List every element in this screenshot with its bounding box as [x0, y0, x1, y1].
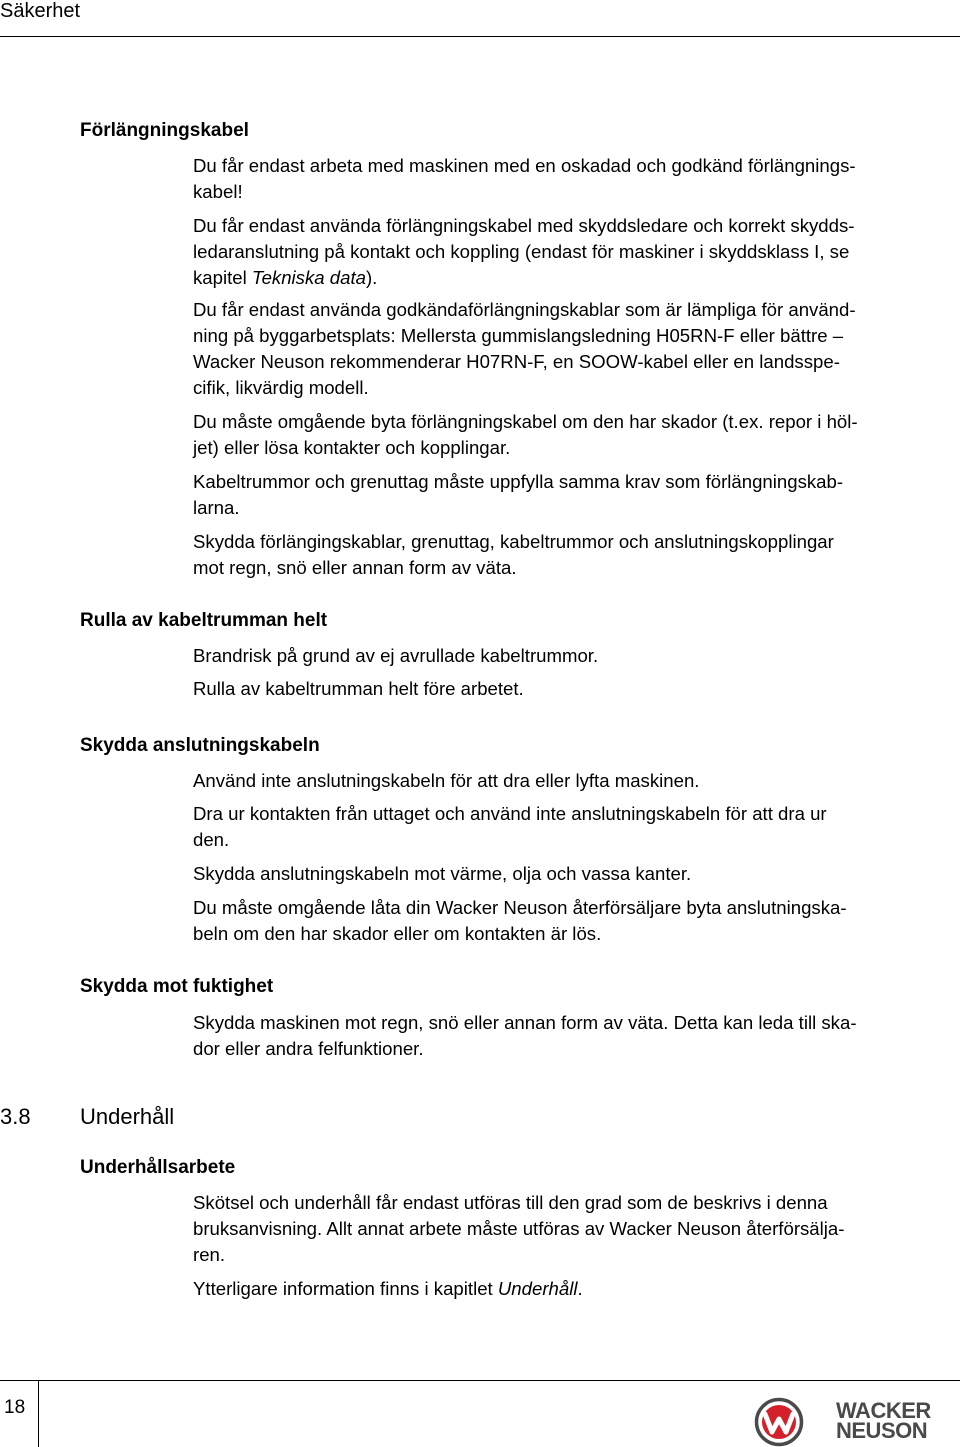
text-line: bruksanvisning. Allt annat arbete måste utföras av Wacker Neuson återförsälja-: [193, 1218, 845, 1239]
section-heading-cable-drum: Rulla av kabeltrumman helt: [80, 610, 328, 631]
text-fragment: kapitel: [193, 267, 252, 288]
paragraph-extension-cable-3: [193, 297, 957, 401]
text-line: Dra ur kontakten från uttaget och använd inte anslutningskabeln för att dra ur: [193, 803, 827, 824]
text-line: ren.: [193, 1244, 226, 1265]
text-line: cifik, likvärdig modell.: [193, 377, 369, 398]
text-fragment: .: [577, 1278, 583, 1299]
section-heading-maintenance-work: Underhållsarbete: [80, 1157, 236, 1178]
text-line: [193, 265, 957, 291]
paragraph-connection-cable-2: [193, 801, 957, 853]
paragraph-cable-drum-2: [193, 676, 957, 702]
header-divider: [0, 36, 960, 37]
paragraph-connection-cable-4: [193, 895, 957, 947]
text-line: mot regn, snö eller annan form av väta.: [193, 557, 517, 578]
section-heading-extension-cable: Förlängningskabel: [80, 120, 249, 141]
paragraph-connection-cable-1: [193, 768, 957, 794]
logo-text-line-2: NEUSON: [836, 1418, 928, 1443]
paragraph-connection-cable-3: [193, 861, 957, 887]
text-line: Brandrisk på grund av ej avrullade kabeltrummor.: [193, 645, 599, 666]
paragraph-moisture-1: [193, 1010, 957, 1062]
text-line: Skydda maskinen mot regn, snö eller annan form av väta. Detta kan leda till ska-: [193, 1012, 857, 1033]
section-heading-moisture: Skydda mot fuktighet: [80, 976, 274, 997]
chapter-title: Underhåll: [80, 1104, 175, 1129]
page-header-title: Säkerhet: [0, 0, 81, 22]
text-line: Wacker Neuson rekommenderar H07RN-F, en SOOW-kabel eller en landsspe-: [193, 351, 840, 372]
text-line: dor eller andra felfunktioner.: [193, 1038, 424, 1059]
text-line: ning på byggarbetsplats: Mellersta gummislangsledning H05RN-F eller bättre –: [193, 325, 844, 346]
text-line: Du får endast använda förlängningskabel med skyddsledare och korrekt skydds-: [193, 215, 855, 236]
paragraph-extension-cable-2: [193, 213, 957, 291]
text-line: jet) eller lösa kontakter och kopplingar.: [193, 437, 511, 458]
text-line: Skötsel och underhåll får endast utföras till den grad som de beskrivs i denna: [193, 1192, 828, 1213]
paragraph-extension-cable-1: [193, 153, 957, 205]
wacker-neuson-logo-text: [836, 1398, 960, 1447]
footer-divider: [0, 1380, 960, 1381]
footer-page-number-divider: [38, 1380, 39, 1447]
wacker-neuson-w-logo-icon: [754, 1397, 804, 1447]
paragraph-maintenance-2: [193, 1276, 957, 1302]
chapter-reference-maintenance: Underhåll: [497, 1278, 578, 1299]
paragraph-extension-cable-5: [193, 469, 957, 521]
page-number: 18: [4, 1397, 26, 1418]
text-line: Skydda förlängingskablar, grenuttag, kabeltrummor och anslutningskopplingar: [193, 531, 834, 552]
text-fragment: ).: [365, 267, 378, 288]
text-line: Skydda anslutningskabeln mot värme, olja och vassa kanter.: [193, 863, 692, 884]
text-line: Använd inte anslutningskabeln för att dra eller lyfta maskinen.: [193, 770, 700, 791]
chapter-number: 3.8: [0, 1104, 31, 1129]
text-line: Rulla av kabeltrumman helt före arbetet.: [193, 678, 524, 699]
paragraph-maintenance-1: [193, 1190, 957, 1268]
text-line: [193, 1276, 957, 1302]
text-line: Du måste omgående låta din Wacker Neuson återförsäljare byta anslutningska-: [193, 897, 847, 918]
text-line: Kabeltrummor och grenuttag måste uppfylla samma krav som förlängningskab-: [193, 471, 844, 492]
paragraph-cable-drum-1: [193, 643, 957, 669]
text-line: larna.: [193, 497, 240, 518]
text-line: Du får endast arbeta med maskinen med en oskadad och godkänd förlängnings-: [193, 155, 856, 176]
text-line: den.: [193, 829, 230, 850]
text-fragment: Ytterligare information finns i kapitlet: [193, 1278, 498, 1299]
text-line: ledaranslutning på kontakt och koppling (endast för maskiner i skyddsklass I, se: [193, 241, 850, 262]
paragraph-extension-cable-6: [193, 529, 957, 581]
section-heading-connection-cable: Skydda anslutningskabeln: [80, 735, 320, 756]
logo-text-line-1: WACKER: [836, 1398, 931, 1423]
paragraph-extension-cable-4: [193, 409, 957, 461]
chapter-reference-technical-data: Tekniska data: [251, 267, 366, 288]
text-line: kabel!: [193, 181, 243, 202]
text-line: Du får endast använda godkändaförlängningskablar som är lämpliga för använd-: [193, 299, 856, 320]
text-line: beln om den har skador eller om kontakten är lös.: [193, 923, 602, 944]
text-line: Du måste omgående byta förlängningskabel om den har skador (t.ex. repor i höl-: [193, 411, 858, 432]
